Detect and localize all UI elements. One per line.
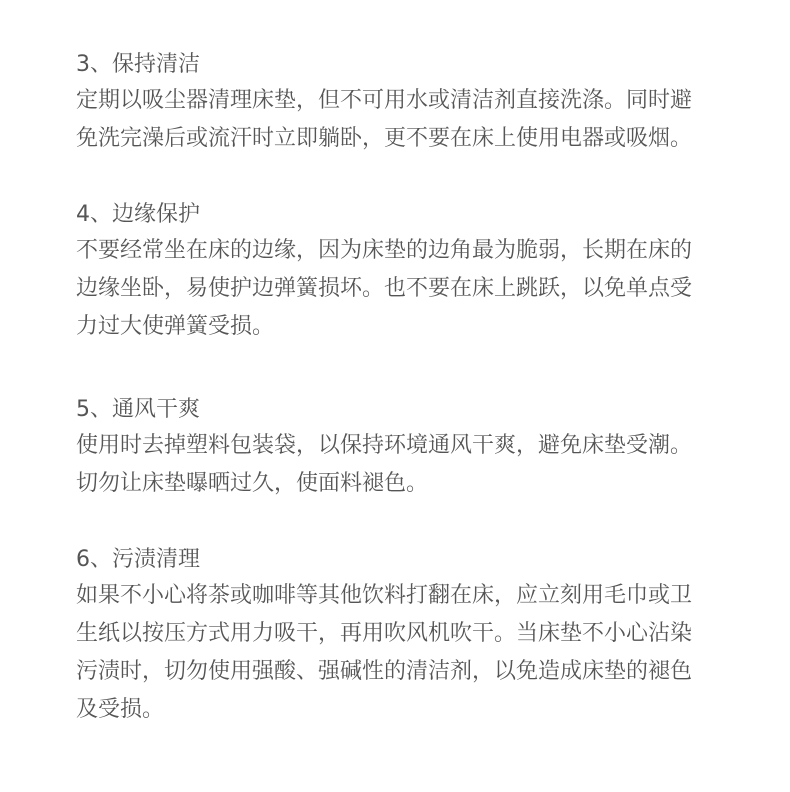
section-text-line: 使用时去掉塑料包装袋，以保持环境通风干爽，避免床垫受潮。 bbox=[76, 433, 693, 458]
section-heading: 3、保持清洁 bbox=[76, 52, 200, 77]
section-ventilation bbox=[76, 395, 726, 503]
section-text-line: 力过大使弹簧受损。 bbox=[76, 314, 275, 339]
section-text-line: 不要经常坐在床的边缘，因为床垫的边角最为脆弱，长期在床的 bbox=[76, 238, 693, 263]
section-text-line: 切勿让床垫曝晒过久，使面料褪色。 bbox=[76, 471, 429, 496]
section-text-line: 如果不小心将茶或咖啡等其他饮料打翻在床，应立刻用毛巾或卫 bbox=[76, 583, 693, 608]
section-edge-protection bbox=[76, 200, 726, 346]
section-stain-cleaning bbox=[76, 545, 726, 729]
section-text-line: 定期以吸尘器清理床垫，但不可用水或清洁剂直接洗涤。同时避 bbox=[76, 88, 693, 113]
section-text-line: 污渍时，切勿使用强酸、强碱性的清洁剂，以免造成床垫的褪色 bbox=[76, 659, 693, 684]
section-text-line: 免洗完澡后或流汗时立即躺卧，更不要在床上使用电器或吸烟。 bbox=[76, 126, 693, 151]
section-heading: 5、通风干爽 bbox=[76, 397, 200, 422]
section-heading: 6、污渍清理 bbox=[76, 547, 200, 572]
section-text-line: 生纸以按压方式用力吸干，再用吹风机吹干。当床垫不小心沾染 bbox=[76, 621, 693, 646]
section-keep-clean bbox=[76, 50, 726, 158]
section-heading: 4、边缘保护 bbox=[76, 202, 200, 227]
section-text-line: 边缘坐卧，易使护边弹簧损坏。也不要在床上跳跃，以免单点受 bbox=[76, 276, 693, 301]
section-text-line: 及受损。 bbox=[76, 697, 165, 722]
